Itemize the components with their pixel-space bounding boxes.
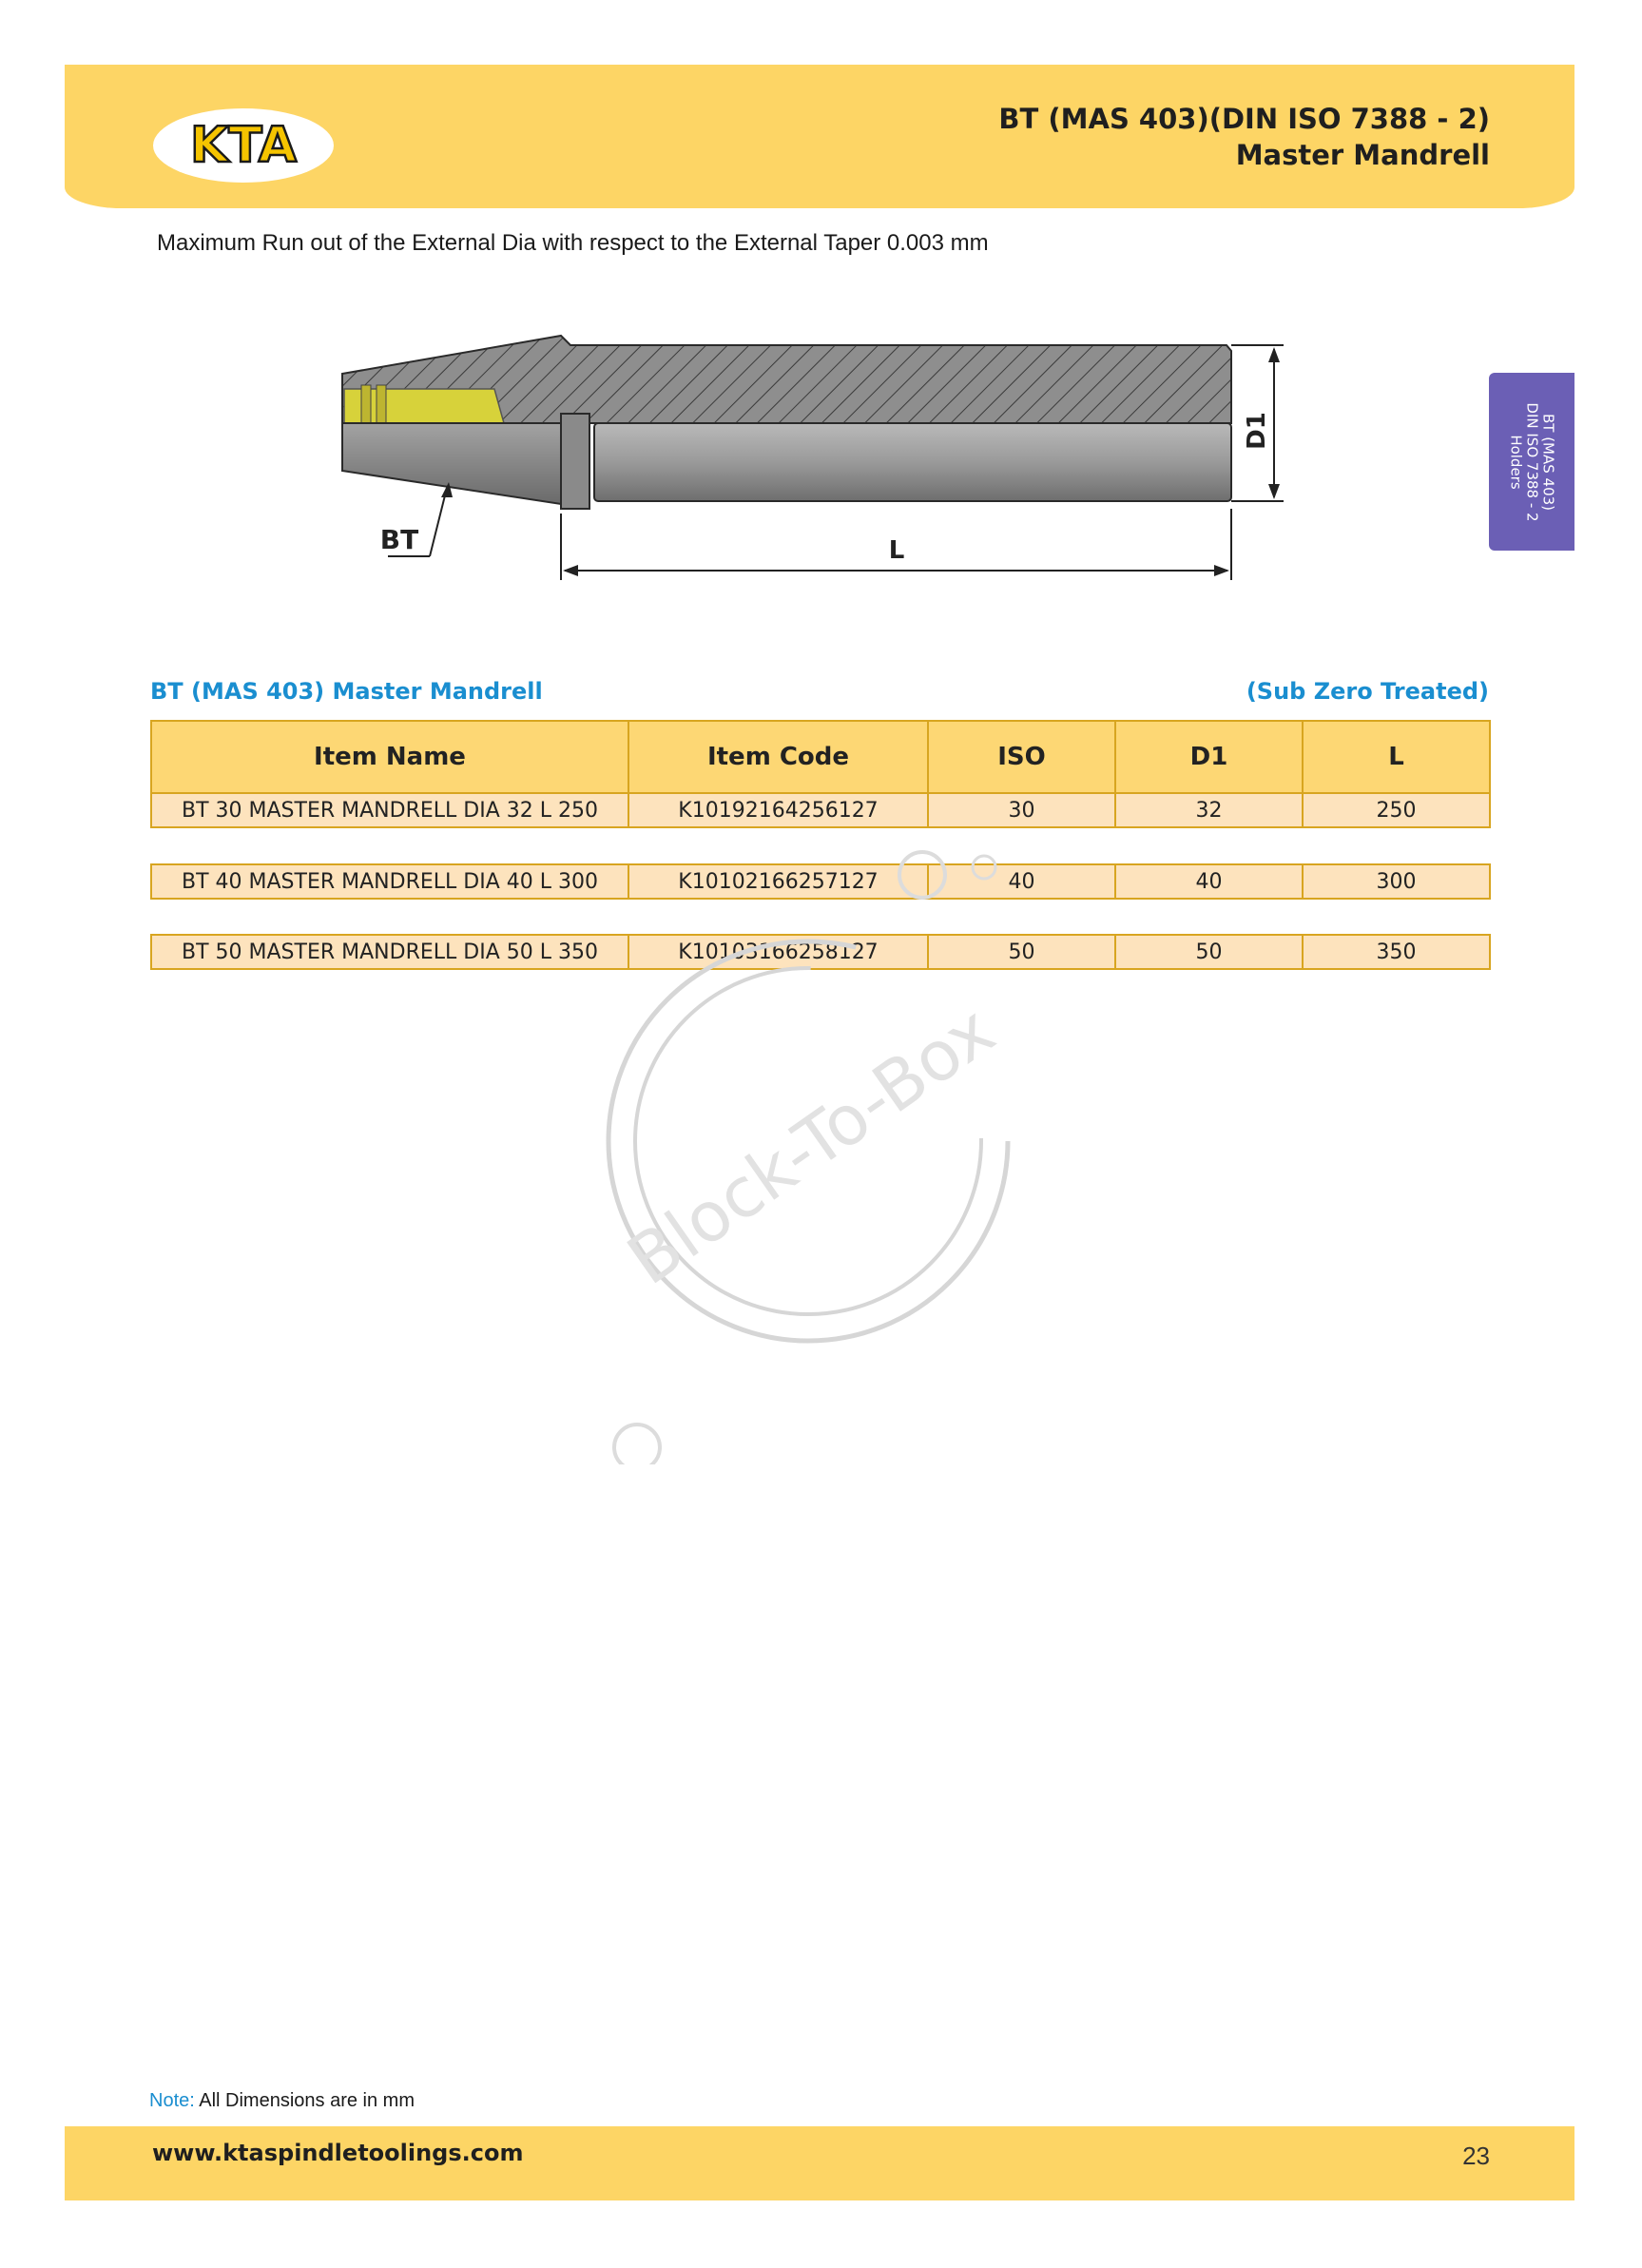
cell-d1: 40 [1115,864,1303,899]
cell-d1: 50 [1115,935,1303,969]
cell-item-name: BT 40 MASTER MANDRELL DIA 40 L 300 [151,864,628,899]
header-d1: D1 [1115,721,1303,793]
side-tab-line2: DIN ISO 7388 - 2 [1523,401,1541,522]
runout-note: Maximum Run out of the External Dia with respect to the External Taper 0.003 mm [157,230,989,256]
cell-item-code: K10192164256127 [628,793,928,827]
watermark [570,818,1065,1464]
label-bt: BT [379,524,419,555]
note-text: All Dimensions are in mm [199,2090,415,2111]
spec-table-row-2 [150,863,1491,900]
header-item-name: Item Name [151,721,628,793]
dimension-note [149,2090,415,2112]
page-title-line1: BT (MAS 403)(DIN ISO 7388 - 2) [998,103,1490,135]
spec-table-header [150,720,1491,828]
page-number: 23 [1462,2142,1490,2170]
shaft [594,423,1231,501]
table-row [151,793,1490,827]
section-title: BT (MAS 403) Master Mandrell [150,678,543,705]
svg-text:KTA: KTA [190,117,297,174]
header-l: L [1303,721,1490,793]
cell-item-code: K10103166258127 [628,935,928,969]
section-treatment: (Sub Zero Treated) [1246,678,1489,705]
header-item-code: Item Code [628,721,928,793]
table-row [151,864,1490,899]
kta-logo [150,107,337,184]
label-d1: D1 [1243,412,1271,450]
cell-iso: 40 [928,864,1115,899]
cell-iso: 30 [928,793,1115,827]
side-tab-line3: Holders [1507,434,1525,490]
cell-item-code: K10102166257127 [628,864,928,899]
side-tab-line1: BT (MAS 403) [1539,413,1557,511]
cell-l: 250 [1303,793,1490,827]
cell-l: 350 [1303,935,1490,969]
page-title [998,101,1490,173]
cell-iso: 50 [928,935,1115,969]
taper-body [342,423,561,504]
note-label: Note: [149,2090,195,2111]
flange [561,414,589,509]
cell-item-name: BT 30 MASTER MANDRELL DIA 32 L 250 [151,793,628,827]
cell-item-name: BT 50 MASTER MANDRELL DIA 50 L 350 [151,935,628,969]
page-title-line2: Master Mandrell [1235,139,1490,171]
cell-l: 300 [1303,864,1490,899]
cell-d1: 32 [1115,793,1303,827]
table-header-row [151,721,1490,793]
watermark-text: Block-To-Box [613,990,1009,1301]
label-l: L [888,536,905,565]
spec-table-row-3 [150,934,1491,970]
header-iso: ISO [928,721,1115,793]
side-tab [1489,373,1574,551]
footer-url-link[interactable]: www.ktaspindletoolings.com [152,2140,524,2166]
mandrel-drawing [323,319,1322,594]
table-row [151,935,1490,969]
